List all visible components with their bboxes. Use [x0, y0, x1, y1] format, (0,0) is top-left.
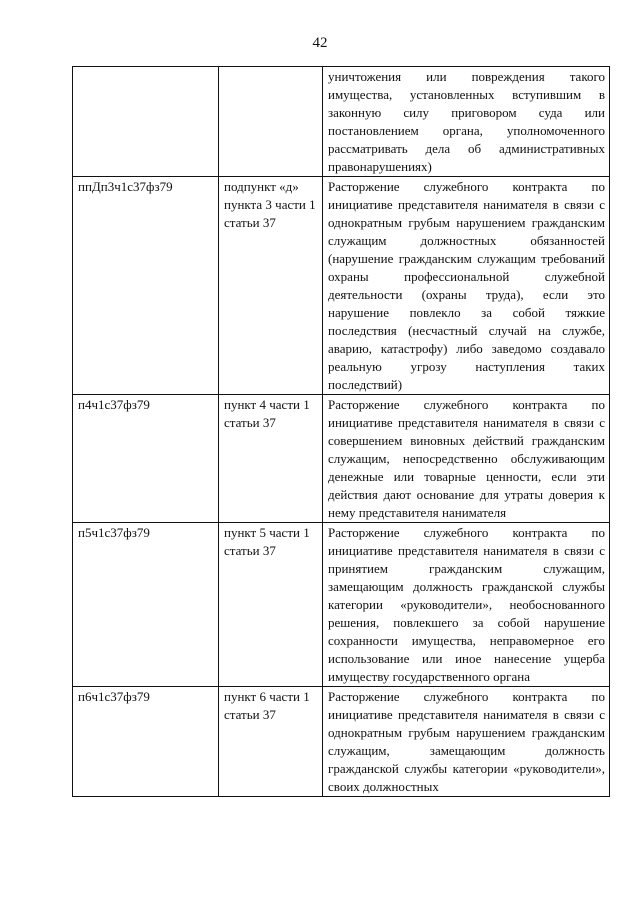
reference-cell: пункт 4 части 1 статьи 37 — [219, 395, 323, 523]
description-cell — [323, 67, 610, 177]
table-row — [73, 395, 610, 523]
code-cell: п5ч1с37фз79 — [73, 523, 219, 687]
description-text: Расторжение служебного контракта по инициативе представителя нанимателя в связи с однократным грубым нарушением гражданским служащим, замещающим должность гражданской службы категории «руководители», своих должностных — [328, 689, 605, 794]
code-cell — [73, 67, 219, 177]
page-number: 42 — [312, 35, 328, 51]
table-row — [73, 523, 610, 687]
reference-cell: пункт 5 части 1 статьи 37 — [219, 523, 323, 687]
code-cell: п6ч1с37фз79 — [73, 687, 219, 797]
description-cell — [323, 687, 610, 797]
description-text: Расторжение служебного контракта по инициативе представителя нанимателя в связи с совершением виновных действий гражданским служащим, непосредственно обслуживающим денежные или товарные ценности, если эти действия дают основание для утраты доверия к нему представителя нанимателя — [328, 397, 605, 520]
reference-cell: пункт 6 части 1 статьи 37 — [219, 687, 323, 797]
reference-cell: подпункт «д» пункта 3 части 1 статьи 37 — [219, 177, 323, 395]
description-text: Расторжение служебного контракта по инициативе представителя нанимателя в связи с однократным грубым нарушением гражданским служащим должностных обязанностей (нарушение гражданским служащим требований охраны профессиональной служебной деятельности (охраны труда), если это нарушение повлекло за собой тяжкие последствия (несчастный случай на службе, аварию, катастрофу) либо заведомо создавало реальную угрозу наступления таких последствий) — [328, 179, 605, 392]
code-cell: п4ч1с37фз79 — [73, 395, 219, 523]
code-cell: ппДп3ч1с37фз79 — [73, 177, 219, 395]
description-cell — [323, 177, 610, 395]
reference-cell — [219, 67, 323, 177]
table-row — [73, 177, 610, 395]
table-row — [73, 687, 610, 797]
termination-codes-table — [72, 66, 610, 797]
description-text: уничтожения или повреждения такого имущества, установленных вступившим в законную силу приговором суда или постановлением органа, уполномоченного рассматривать дела об административных правонарушениях) — [328, 69, 605, 174]
table-row — [73, 67, 610, 177]
description-cell — [323, 395, 610, 523]
description-text: Расторжение служебного контракта по инициативе представителя нанимателя в связи с принятием гражданским служащим, замещающим должность гражданской службы категории «руководители», необоснованного решения, повлекшего за собой нарушение сохранности имущества, неправомерное его использование или иное нанесение ущерба имуществу государственного органа — [328, 525, 605, 684]
description-cell — [323, 523, 610, 687]
